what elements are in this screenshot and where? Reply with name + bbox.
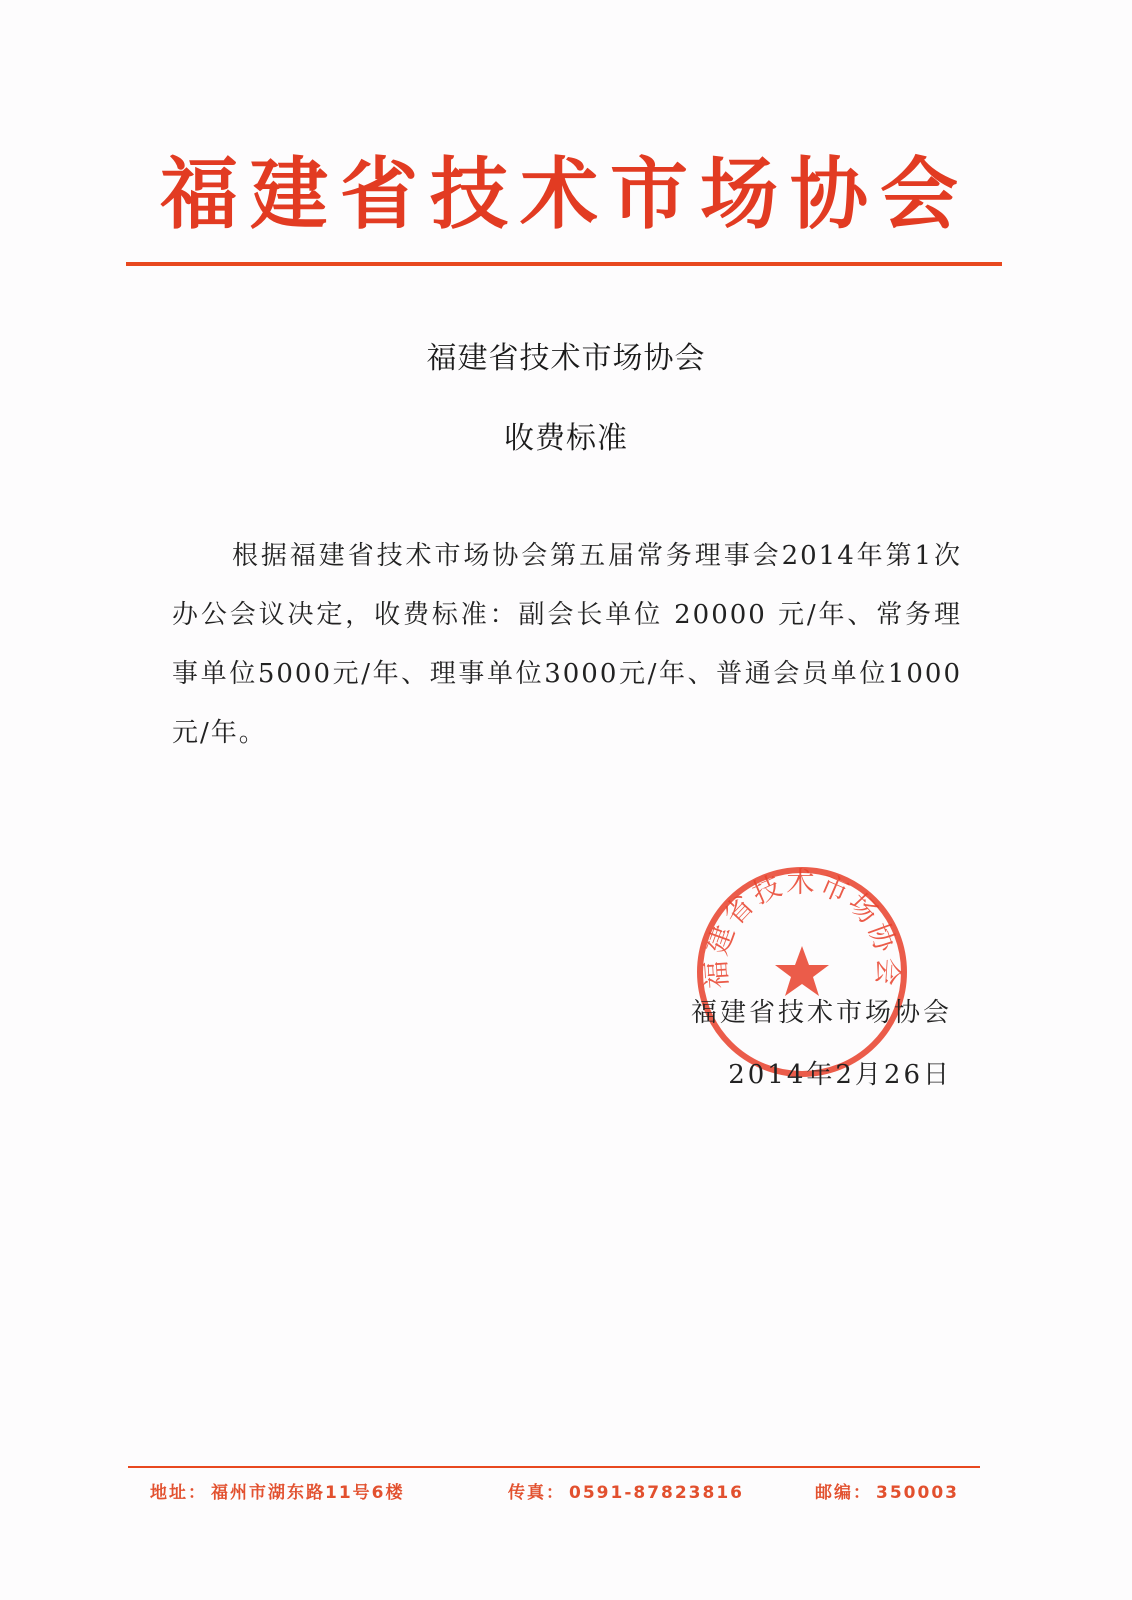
signature-block: [691, 993, 952, 1095]
footer-address: [150, 1478, 405, 1503]
footer-fax: [508, 1478, 744, 1503]
footer-zip: [815, 1478, 959, 1503]
footer-fax-value: 0591-87823816: [569, 1483, 744, 1503]
body-paragraph: 根据福建省技术市场协会第五届常务理事会2014年第1次办公会议决定，收费标准：副会长单位 20000 元/年、常务理事单位5000元/年、理事单位3000元/年、普通会员单位1000元/年。: [172, 541, 962, 748]
star-icon: [775, 946, 829, 996]
letterhead-org-name: 福建省技术市场协会: [159, 149, 970, 240]
footer-zip-label: 邮编：: [815, 1483, 872, 1503]
footer-address-label: 地址：: [150, 1483, 207, 1503]
seal-text: 福建省技术市场协会: [699, 865, 905, 990]
footer-fax-label: 传真：: [508, 1483, 565, 1503]
footer-divider: [128, 1466, 980, 1468]
footer-address-value: 福州市湖东路11号6楼: [211, 1483, 405, 1503]
signature-org: 福建省技术市场协会: [690, 998, 952, 1028]
document-title: 收费标准: [504, 421, 628, 456]
document-title-org: 福建省技术市场协会: [426, 341, 706, 376]
letterhead-divider: [126, 262, 1002, 266]
signature-date: 2014年2月26日: [728, 1060, 952, 1090]
footer-zip-value: 350003: [876, 1483, 959, 1503]
